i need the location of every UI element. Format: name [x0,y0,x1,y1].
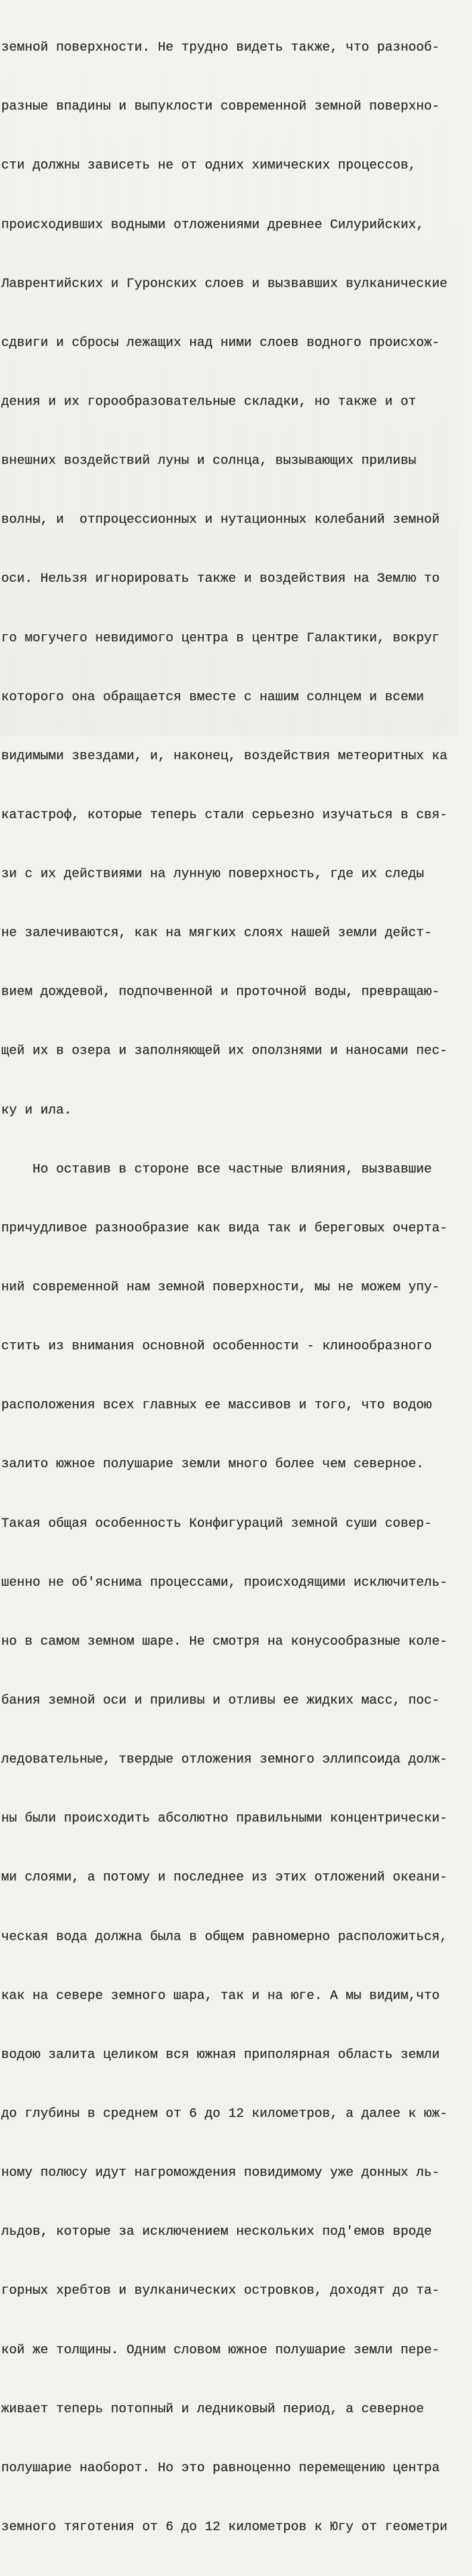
text-line: видимыми звездами, и, наконец, воздействия метеоритных ка [1,748,448,763]
text-line: залито южное полушарие земли много более чем северное. [1,1457,424,1472]
text-line: бания земной оси и приливы и отливы ее жидких масс, пос- [1,1693,440,1708]
text-line: льдов, которые за исключением нескольких под'емов вроде [1,2224,432,2240]
text-line: земной поверхности. Не трудно видеть также, что разнооб- [1,40,440,55]
text-line: зи с их действиями на лунную поверхность, где их следы [1,866,424,882]
text-line: ний современной нам земной поверхности, мы не можем упу- [1,1280,440,1295]
text-line: вием дождевой, подпочвенной и проточной воды, превращаю- [1,984,440,1000]
text-line: но в самом земном шаре. Не смотря на конусообразные коле- [1,1633,448,1649]
text-line: Лаврентийских и Гуронских слоев и вызвавших вулканические [1,276,448,291]
text-line: дения и их горообразовательные складки, но также и от [1,394,417,409]
text-line: разные впадины и выпуклости современной земной поверхно- [1,99,440,114]
text-line: водою залита целиком вся южная приполярная область земли [1,2047,440,2062]
text-line: которого она обращается вместе с нашим солнцем и всеми [1,689,424,704]
text-line: стить из внимания основной особенности - клинообразного [1,1339,432,1354]
text-line: внешних воздействий луны и солнца, вызывающих приливы [1,453,417,469]
text-line: ледовательные, твердые отложения земного эллипсоида долж- [1,1752,448,1767]
text-line: как на севере земного шара, так и на юге. А мы видим,что [1,1988,440,2003]
text-line: ку и ила. [1,1102,72,1118]
text-line: расположения всех главных ее массивов и того, что водою [1,1398,432,1413]
text-line: причудливое разнообразие как вида так и береговых очерта- [1,1220,448,1236]
text-line: кой же толщины. Одним словом южное полушарие земли пере- [1,2342,440,2357]
text-line: шенно не об'яснима процессами, происходящими исключитель- [1,1574,448,1590]
text-line: ны были происходить абсолютно правильными концентрически- [1,1811,448,1826]
text-line: щей их в озера и заполняющей их оползнями и наносами пес- [1,1043,448,1059]
text-line: Такая общая особенность Конфигураций земной суши совер- [1,1515,432,1531]
text-line: полушарие наоборот. Но это равноценно перемещению центра [1,2460,440,2475]
text-line: не залечиваются, как на мягких слоях нашей земли дейст- [1,925,432,941]
text-line: до глубины в среднем от 6 до 12 километров, а далее к юж- [1,2106,448,2122]
text-line: волны, и отпроцессионных и нутационных колебаний земной [1,512,440,528]
text-line: происходивших водными отложениями древнее Силурийских, [1,217,424,232]
text-line: земного тяготения от 6 до 12 километров к Югу от геометри [1,2519,448,2534]
text-line: живает теперь потопный и ледниковый период, а северное [1,2401,424,2416]
text-line: сти должны зависеть не от одних химических процессов, [1,158,417,173]
text-line: ми слоями, а потому и последнее из этих отложений океани- [1,1870,448,1885]
text-line: горных хребтов и вулканических островков, доходят до та- [1,2283,440,2299]
text-line: оси. Нельзя игнорировать также и воздействия на Землю то [1,571,440,587]
text-line: катастроф, которые теперь стали серьезно изучаться в свя- [1,807,448,822]
text-line: ному полюсу идут нагромождения повидимому уже донных ль- [1,2165,440,2181]
typewritten-text-body [1,0,472,2576]
text-line: сдвиги и сбросы лежащих над ними слоев водного происхож- [1,335,440,350]
text-line: го могучего невидимого центра в центре Галактики, вокруг [1,630,440,645]
paragraph-start-line: Но оставив в стороне все частные влияния, вызвавшие [1,1161,432,1177]
text-line: ческая вода должна была в общем равномерно расположиться, [1,1929,448,1944]
